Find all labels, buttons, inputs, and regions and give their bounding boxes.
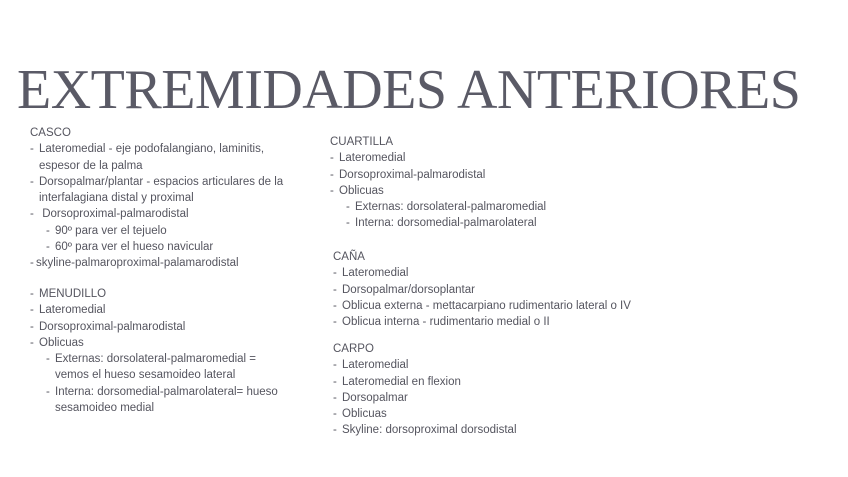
cuartilla-section (330, 134, 546, 232)
casco-section (30, 125, 283, 272)
list-item-text: Dorsopalmar/plantar - espacios articulares de la (39, 175, 284, 188)
section-heading: - MENUDILLO (30, 286, 278, 302)
casco-heading: CASCO (30, 127, 71, 139)
list-item (30, 206, 283, 222)
sublist-item: - 60º para ver el hueso navicular (46, 241, 214, 254)
menudillo-section (30, 286, 278, 416)
list-item (30, 141, 283, 157)
list-item: - Lateromedial (333, 267, 409, 280)
list-item: - Dorsopalmar/dorsoplantar (333, 283, 475, 296)
list-item: - Oblicua externa - mettacarpiano rudimentario lateral o IV (333, 299, 631, 312)
list-item: - Lateromedial (333, 359, 409, 372)
list-item-continuation: espesor de la palma (39, 159, 143, 172)
sublist-item: - 90º para ver el tejuelo (46, 224, 167, 237)
cuartilla-heading: CUARTILLA (330, 136, 394, 148)
list-item: - Dorsoproximal-palmarodistal (330, 168, 486, 181)
list-item: - Oblicuas (333, 408, 387, 421)
sublist-item-continuation: vemos el hueso sesamoideo lateral (55, 369, 236, 382)
list-item-continuation: interfalagiana distal y proximal (39, 192, 194, 205)
bullet-dash: - (30, 208, 34, 221)
sublist (30, 351, 278, 416)
list-item-text: Lateromedial - eje podofalangiano, laminitis, (39, 143, 265, 156)
list-item-text: skyline-palmaroproximal-palamarodistal (36, 257, 239, 270)
list-item: - Lateromedial (330, 152, 406, 165)
carpo-heading: CARPO (333, 343, 374, 355)
slide-title: EXTREMIDADES ANTERIORES (17, 59, 801, 121)
cana-section (333, 249, 631, 330)
sublist-item: - Interna: dorsomedial-palmarolateral= hueso (46, 385, 278, 398)
list-item: - Dorsopalmar (333, 391, 408, 404)
list-item: - Dorsoproximal-palmarodistal (30, 320, 186, 333)
list-item: - Lateromedial (30, 304, 106, 317)
list-item (30, 174, 283, 190)
list-item-text: Dorsoproximal-palmarodistal (39, 208, 189, 221)
list-item: - Lateromedial en flexion (333, 375, 461, 388)
list-item: - Oblicuas (30, 336, 84, 349)
sublist-item-continuation: sesamoideo medial (55, 402, 155, 415)
list-item: - Oblicua interna - rudimentario medial o II (333, 316, 550, 329)
sublist (330, 199, 546, 232)
sublist (30, 223, 283, 256)
sublist-item: - Interna: dorsomedial-palmarolateral (346, 217, 537, 230)
list-item: - Oblicuas (330, 184, 384, 197)
cana-heading: CAÑA (333, 251, 365, 263)
sublist-item: - Externas: dorsolateral-palmaromedial = (46, 353, 257, 366)
bullet-dash: - (30, 143, 34, 156)
list-item: - skyline-palmaroproximal-palamarodistal (30, 255, 283, 271)
carpo-section (333, 341, 517, 439)
list-item: - Skyline: dorsoproximal dorsodistal (333, 424, 517, 437)
bullet-dash: - (30, 175, 34, 188)
menudillo-heading: MENUDILLO (39, 288, 107, 300)
sublist-item: - Externas: dorsolateral-palmaromedial (346, 201, 547, 214)
